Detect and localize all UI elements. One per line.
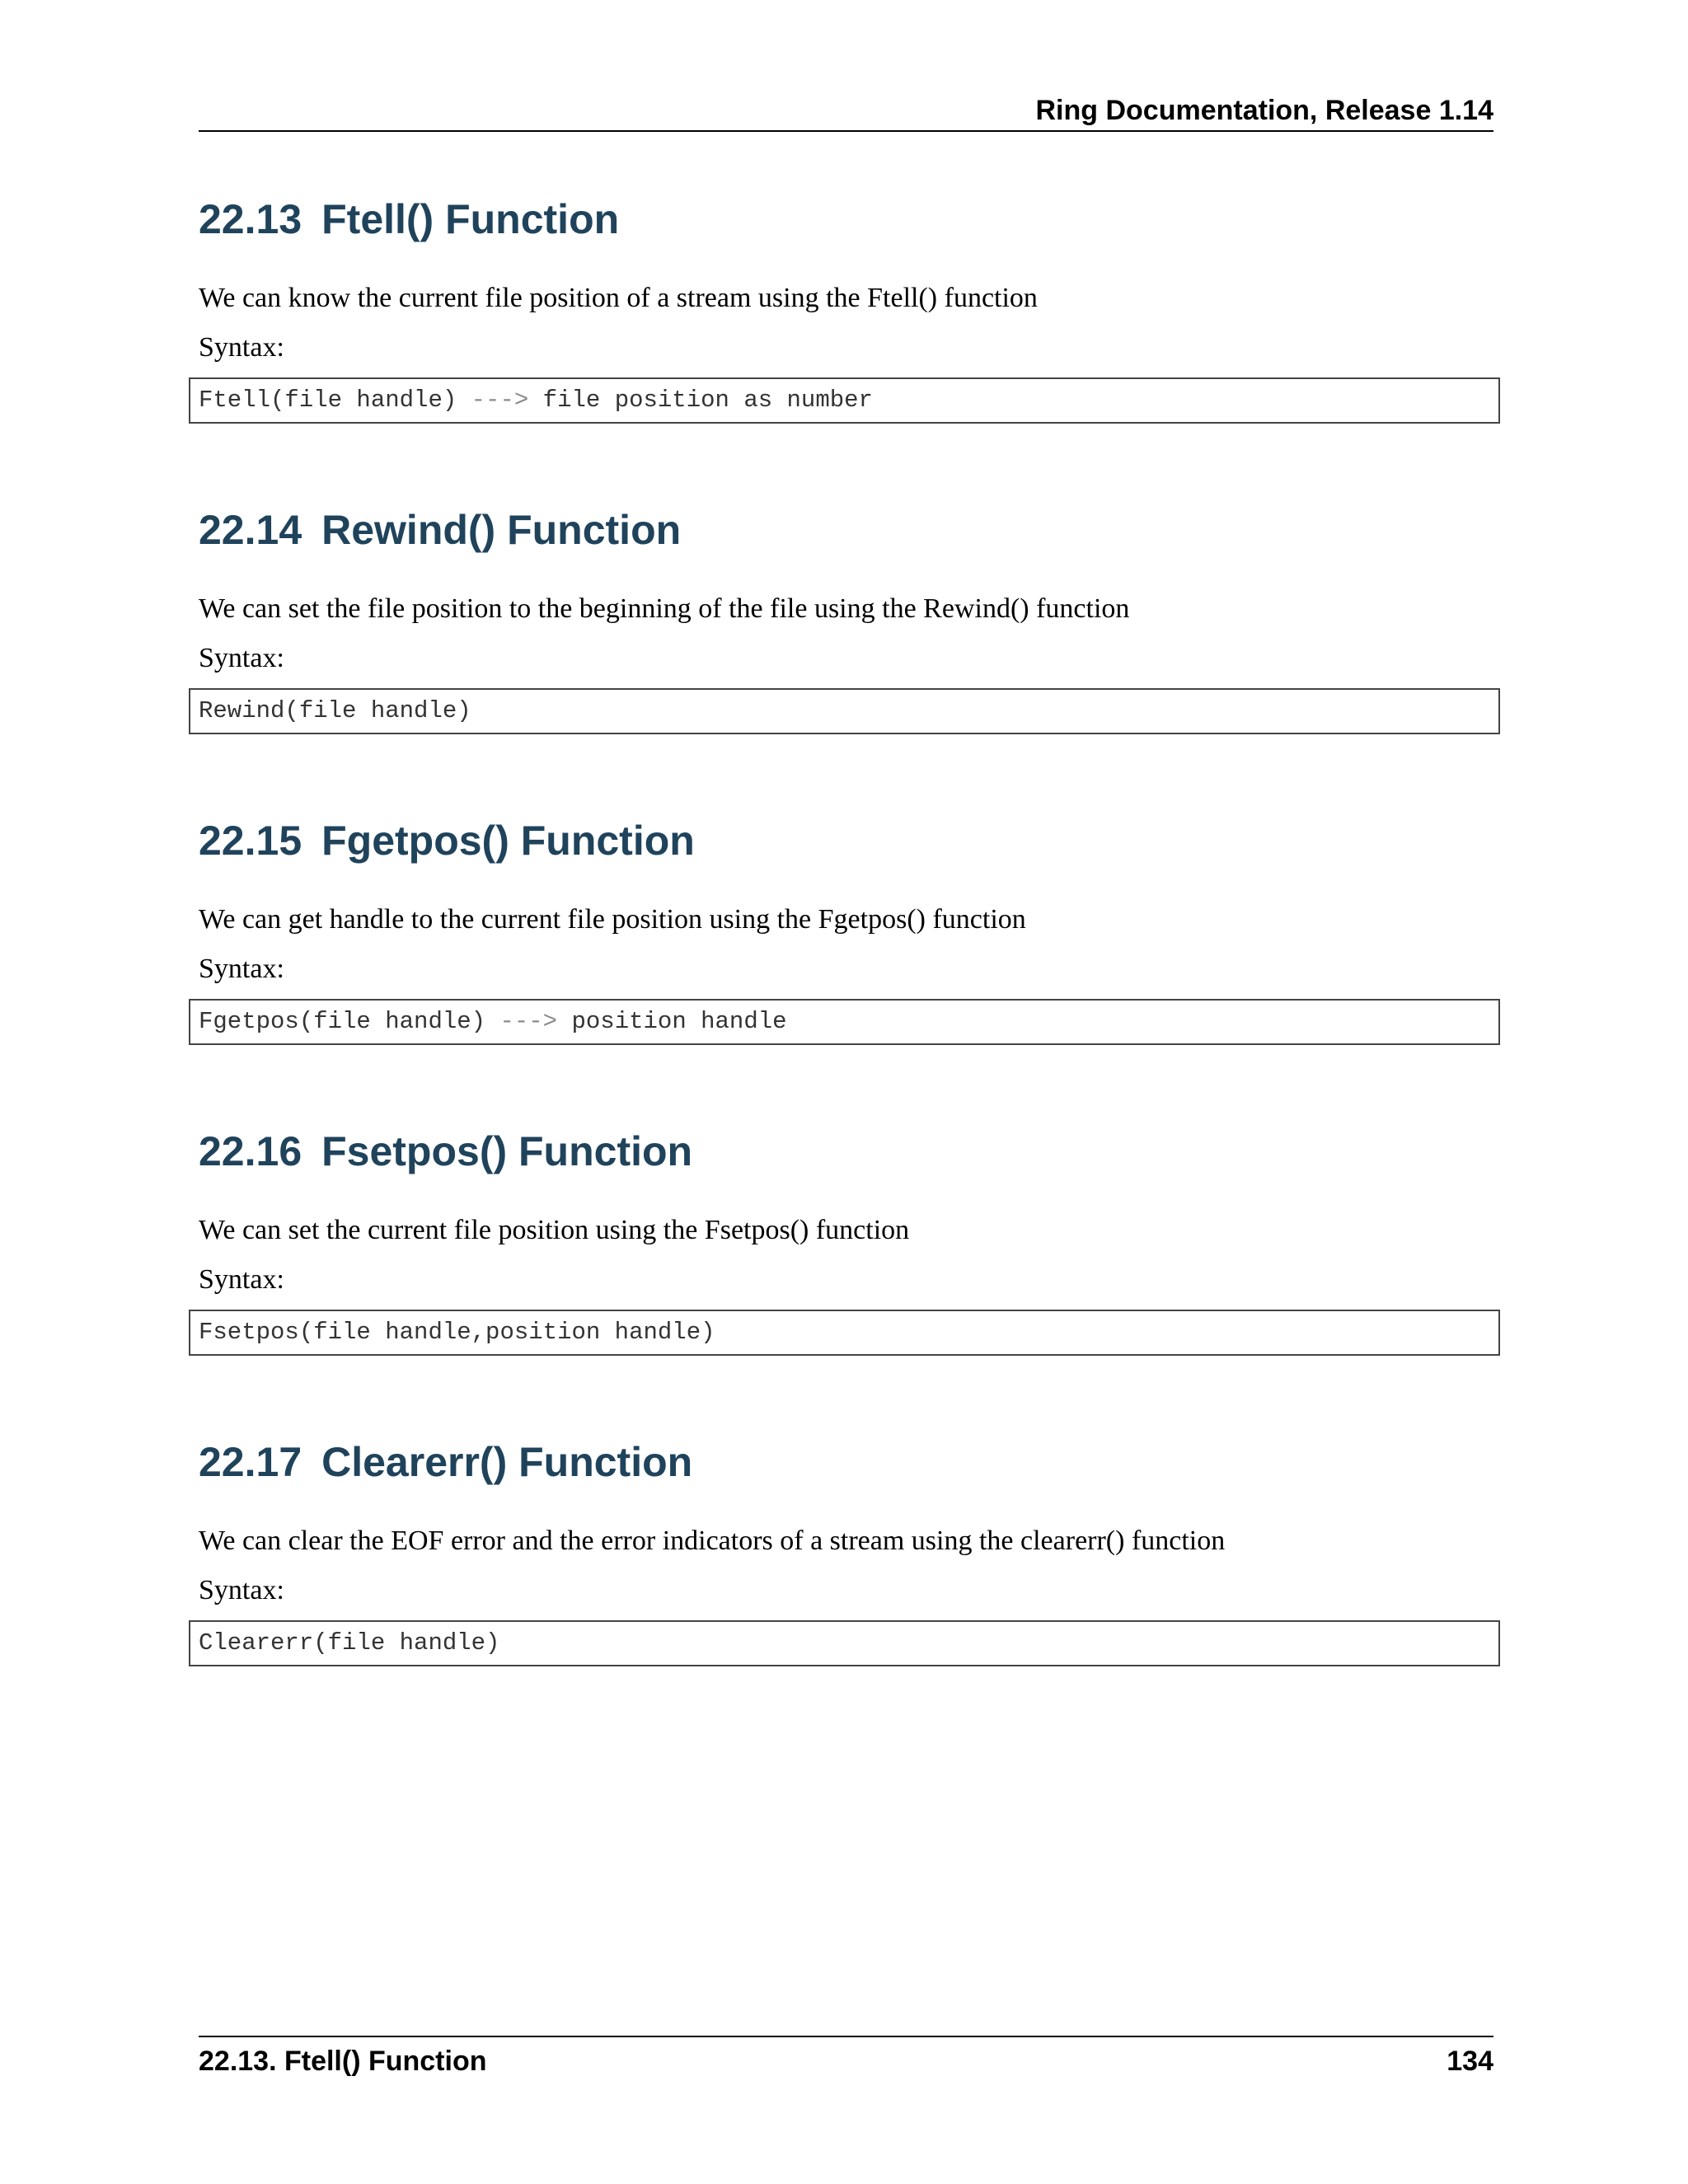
section-heading [199,1127,1493,1176]
page-header [199,92,1493,132]
section-title: Fsetpos() Function [321,1128,693,1174]
section-clearerr [199,1437,1493,1657]
section-description: We can get handle to the current file position using the Fgetpos() function [199,904,1026,935]
section-number: 22.14 [199,507,302,553]
section-heading [199,194,1493,244]
section-heading [199,1437,1493,1487]
page-footer [199,2036,1493,2077]
section-title: Clearerr() Function [321,1439,693,1485]
section-number: 22.15 [199,818,302,864]
code-block [189,688,1500,734]
code-block [189,1620,1500,1666]
section-heading [199,505,1493,555]
section-number: 22.16 [199,1128,302,1174]
code-block [189,377,1500,424]
section-ftell [199,194,1493,414]
section-number: 22.13 [199,196,302,242]
footer-section-label: 22.13. Ftell() Function [199,2046,487,2077]
page-number: 134 [1447,2046,1493,2077]
section-title: Fgetpos() Function [321,818,695,864]
code-arrow: ---> [471,387,529,414]
code-text: Clearerr(file handle) [199,1629,500,1657]
section-title: Rewind() Function [321,507,682,553]
code-block [189,999,1500,1045]
section-fgetpos [199,816,1493,1035]
syntax-label: Syntax: [199,332,284,363]
syntax-label: Syntax: [199,643,284,673]
syntax-label: Syntax: [199,1575,284,1605]
section-description: We can set the current file position using the Fsetpos() function [199,1215,910,1245]
section-number: 22.17 [199,1439,302,1485]
code-text: Rewind(file handle) [199,697,471,724]
code-text: file position as number [528,387,873,414]
syntax-label: Syntax: [199,954,284,984]
section-title: Ftell() Function [321,196,620,242]
section-description: We can clear the EOF error and the error indicators of a stream using the clearerr() function [199,1526,1226,1556]
section-rewind [199,505,1493,724]
code-text: Fsetpos(file handle,position handle) [199,1319,715,1346]
section-description: We can know the current file position of a stream using the Ftell() function [199,283,1038,313]
section-fsetpos [199,1127,1493,1346]
code-text: position handle [557,1008,787,1035]
code-arrow: ---> [499,1008,558,1035]
code-text: Ftell(file handle) [199,387,471,414]
section-description: We can set the file position to the beginning of the file using the Rewind() function [199,593,1130,624]
code-block [189,1310,1500,1356]
running-title: Ring Documentation, Release 1.14 [1035,95,1493,126]
syntax-label: Syntax: [199,1264,284,1295]
section-heading [199,816,1493,865]
code-text: Fgetpos(file handle) [199,1008,500,1035]
